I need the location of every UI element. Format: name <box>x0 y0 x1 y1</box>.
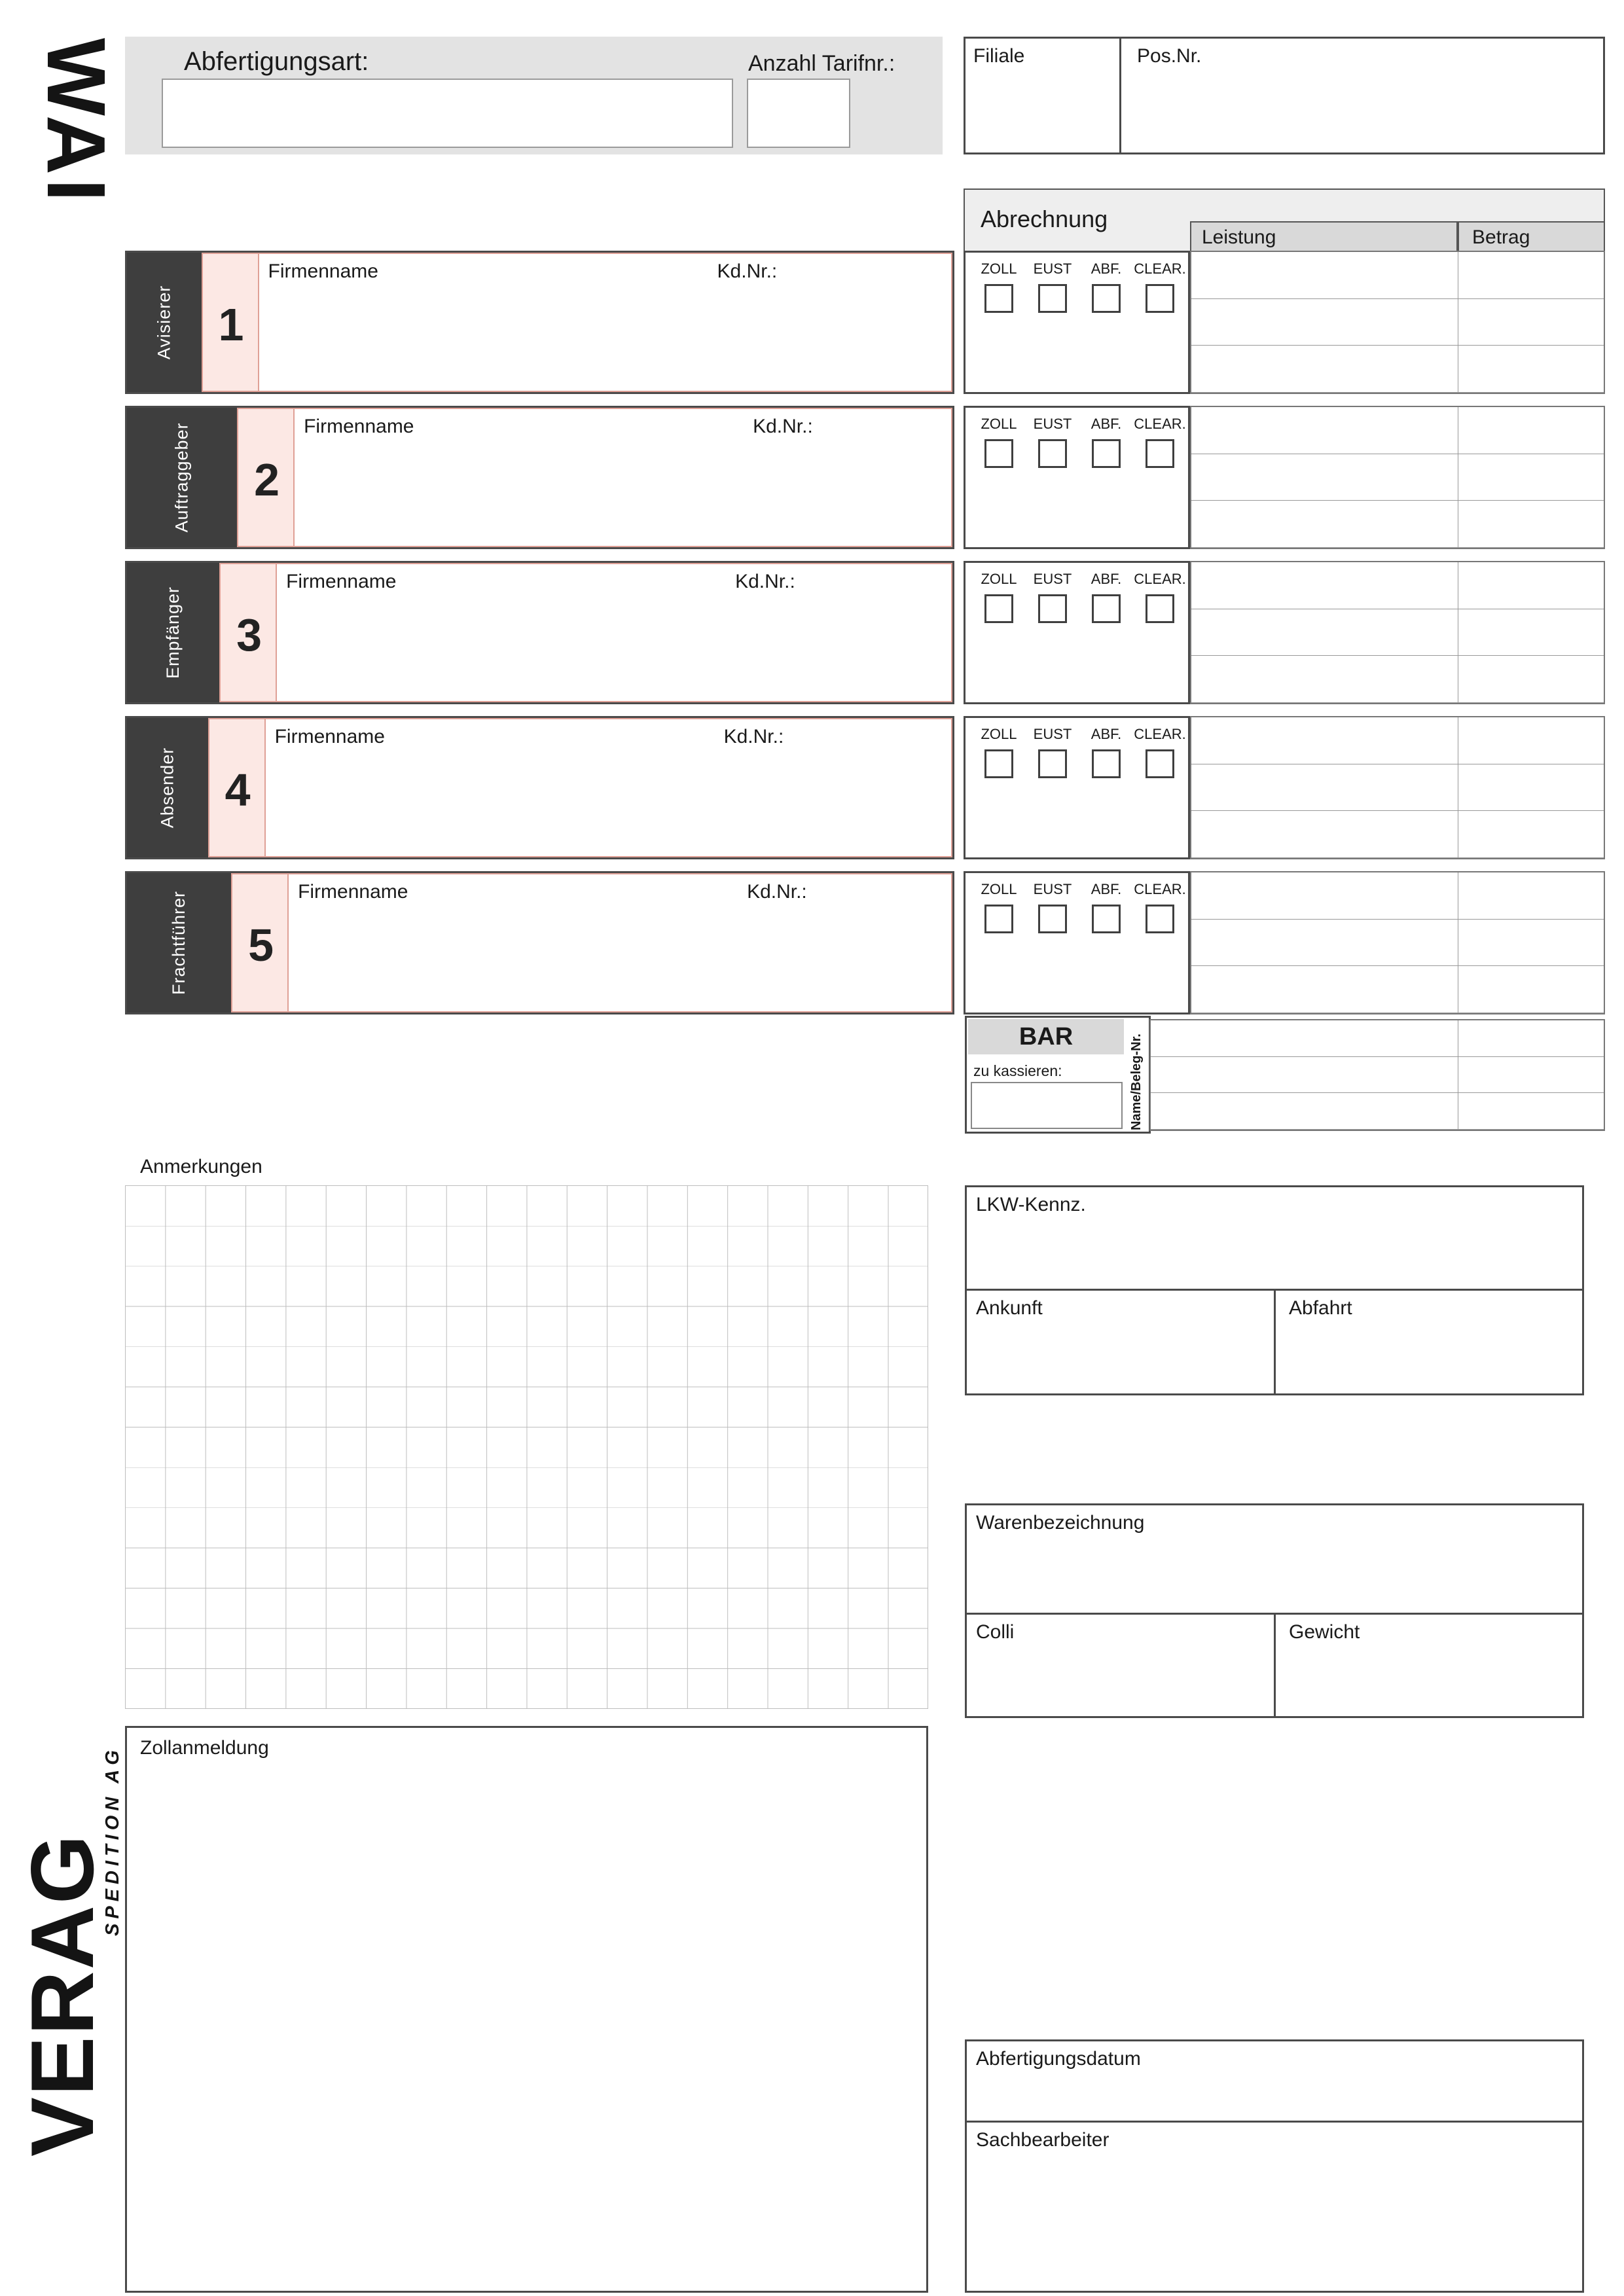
gewicht-field[interactable] <box>1276 1615 1582 1716</box>
firmenname-field[interactable] <box>266 719 951 856</box>
firmenname-label: Firmenname <box>286 571 397 592</box>
checkbox-abf[interactable] <box>1092 284 1121 313</box>
checkbox-col-abf <box>1085 726 1128 857</box>
abrechnung-segment <box>1190 406 1605 549</box>
checkbox-abf[interactable] <box>1092 749 1121 778</box>
checkbox-abf[interactable] <box>1092 439 1121 468</box>
checkbox-col-eust <box>1031 260 1074 392</box>
checkbox-zoll[interactable] <box>984 749 1013 778</box>
leistung-betrag-row[interactable] <box>1191 872 1604 920</box>
checkbox-col-eust <box>1031 416 1074 547</box>
firmenname-field[interactable] <box>277 564 951 701</box>
zu-kassieren-label: zu kassieren: <box>973 1062 1062 1079</box>
checkbox-eust[interactable] <box>1038 594 1067 623</box>
zoll-label: ZOLL <box>981 260 1017 277</box>
abfertigung-header <box>125 37 943 154</box>
zoll-label: ZOLL <box>981 416 1017 432</box>
leistung-betrag-row[interactable] <box>1191 609 1604 656</box>
colli-field[interactable] <box>967 1615 1276 1716</box>
checkbox-clear[interactable] <box>1146 284 1174 313</box>
checkbox-clear[interactable] <box>1146 594 1174 623</box>
checkbox-eust[interactable] <box>1038 439 1067 468</box>
lkw-box <box>965 1185 1584 1395</box>
party-box <box>125 561 954 704</box>
kdnr-label: Kd.Nr.: <box>717 260 778 282</box>
abf-label: ABF. <box>1091 571 1122 587</box>
firmenname-field[interactable] <box>259 254 951 391</box>
party-box <box>125 251 954 394</box>
party-row-absender <box>125 716 1611 859</box>
checkbox-col-clear <box>1134 260 1186 392</box>
bar-abrechnung-segment <box>1149 1019 1605 1131</box>
checkbox-zoll[interactable] <box>984 439 1013 468</box>
leistung-betrag-row[interactable] <box>1191 656 1604 703</box>
warenbezeichnung-field[interactable] <box>967 1505 1582 1615</box>
anmerkungen-grid[interactable] <box>125 1185 928 1709</box>
checkbox-col-eust <box>1031 726 1074 857</box>
leistung-betrag-row[interactable] <box>1191 346 1604 393</box>
checkbox-zoll[interactable] <box>984 284 1013 313</box>
anmerkungen-label: Anmerkungen <box>140 1156 262 1177</box>
checkbox-zoll[interactable] <box>984 905 1013 933</box>
abfertigungsart-input[interactable] <box>162 79 733 148</box>
gewicht-label: Gewicht <box>1289 1621 1360 1643</box>
role-label: Absender <box>157 747 177 829</box>
eust-label: EUST <box>1033 881 1072 897</box>
role-bar <box>127 563 219 702</box>
checkbox-col-abf <box>1085 881 1128 1013</box>
sachbearbeiter-field[interactable] <box>967 2123 1582 2291</box>
bar-box <box>965 1016 1151 1134</box>
party-box <box>125 716 954 859</box>
party-row-empfaenger <box>125 561 1611 704</box>
brand-verag: VERAG <box>12 1833 112 2157</box>
firmenname-label: Firmenname <box>274 726 385 747</box>
checkbox-col-abf <box>1085 260 1128 392</box>
ankunft-label: Ankunft <box>976 1297 1043 1319</box>
eust-label: EUST <box>1033 726 1072 742</box>
role-bar <box>127 873 231 1013</box>
checkbox-col-clear <box>1134 726 1186 857</box>
party-inner <box>208 718 952 857</box>
zollanmeldung-field[interactable] <box>125 1726 928 2293</box>
eust-label: EUST <box>1033 260 1072 277</box>
checkbox-eust[interactable] <box>1038 284 1067 313</box>
leistung-column-header: Leistung <box>1190 221 1458 252</box>
role-label: Auftraggeber <box>171 422 192 533</box>
firmenname-label: Firmenname <box>298 881 408 903</box>
party-box <box>125 871 954 1014</box>
checkbox-col-eust <box>1031 881 1074 1013</box>
checkbox-col-abf <box>1085 416 1128 547</box>
leistung-betrag-row[interactable] <box>1151 1057 1604 1094</box>
clear-label: CLEAR. <box>1134 416 1186 432</box>
abf-label: ABF. <box>1091 416 1122 432</box>
abf-label: ABF. <box>1091 726 1122 742</box>
checkbox-col-clear <box>1134 416 1186 547</box>
leistung-betrag-row[interactable] <box>1191 252 1604 299</box>
checkbox-abf[interactable] <box>1092 594 1121 623</box>
role-label: Empfänger <box>163 586 183 679</box>
kdnr-label: Kd.Nr.: <box>723 726 784 747</box>
checkbox-col-eust <box>1031 571 1074 702</box>
abrechnung-title: Abrechnung <box>981 206 1108 232</box>
leistung-betrag-row[interactable] <box>1191 501 1604 548</box>
leistung-betrag-row[interactable] <box>1191 454 1604 501</box>
checkbox-col-zoll <box>977 416 1020 547</box>
party-box <box>125 406 954 549</box>
party-row-auftraggeber <box>125 406 1611 549</box>
kdnr-label: Kd.Nr.: <box>753 416 813 437</box>
abrechnung-segment <box>1190 871 1605 1014</box>
leistung-betrag-row[interactable] <box>1191 299 1604 346</box>
leistung-betrag-row[interactable] <box>1191 764 1604 812</box>
checkbox-group <box>964 561 1190 704</box>
zu-kassieren-field[interactable] <box>971 1082 1123 1129</box>
role-label: Avisierer <box>154 285 174 360</box>
party-row-frachtfuehrer <box>125 871 1611 1014</box>
party-row-avisierer <box>125 251 1611 394</box>
name-beleg-label: Name/Beleg-Nr. <box>1129 1033 1144 1130</box>
role-bar <box>127 718 208 857</box>
abfahrt-label: Abfahrt <box>1289 1297 1352 1319</box>
party-inner <box>237 408 952 547</box>
brand-wai: WAI <box>30 38 122 206</box>
filiale-label: Filiale <box>973 45 1025 67</box>
checkbox-clear[interactable] <box>1146 749 1174 778</box>
leistung-betrag-row[interactable] <box>1191 407 1604 454</box>
firmenname-field[interactable] <box>295 409 951 546</box>
leistung-betrag-row[interactable] <box>1151 1093 1604 1130</box>
firmenname-label: Firmenname <box>268 260 378 282</box>
warenbezeichnung-label: Warenbezeichnung <box>976 1512 1145 1534</box>
leistung-betrag-row[interactable] <box>1151 1020 1604 1057</box>
party-number: 4 <box>209 719 266 856</box>
checkbox-group <box>964 716 1190 859</box>
abf-label: ABF. <box>1091 260 1122 277</box>
party-inner <box>231 873 952 1013</box>
brand-spedition-ag: SPEDITION AG <box>102 1746 123 1936</box>
clear-label: CLEAR. <box>1134 726 1186 742</box>
eust-label: EUST <box>1033 571 1072 587</box>
lkw-kennz-field[interactable] <box>967 1187 1582 1291</box>
checkbox-col-abf <box>1085 571 1128 702</box>
abfahrt-field[interactable] <box>1276 1291 1582 1393</box>
party-number: 5 <box>232 874 289 1011</box>
zollanmeldung-label: Zollanmeldung <box>140 1737 269 1759</box>
clear-label: CLEAR. <box>1134 571 1186 587</box>
abf-label: ABF. <box>1091 881 1122 897</box>
leistung-betrag-row[interactable] <box>1191 966 1604 1013</box>
firmenname-label: Firmenname <box>304 416 414 437</box>
party-inner <box>202 253 952 392</box>
abfertigungsdatum-label: Abfertigungsdatum <box>976 2048 1141 2070</box>
firmenname-field[interactable] <box>289 874 951 1011</box>
clear-label: CLEAR. <box>1134 260 1186 277</box>
clear-label: CLEAR. <box>1134 881 1186 897</box>
leistung-betrag-row[interactable] <box>1191 562 1604 609</box>
role-bar <box>127 253 202 392</box>
checkbox-eust[interactable] <box>1038 905 1067 933</box>
abrechnung-segment <box>1190 251 1605 394</box>
party-number: 1 <box>203 254 259 391</box>
role-bar <box>127 408 237 547</box>
checkbox-group <box>964 406 1190 549</box>
party-inner <box>219 563 952 702</box>
abfertigung-box <box>965 2039 1584 2293</box>
leistung-betrag-row[interactable] <box>1191 811 1604 858</box>
sachbearbeiter-label: Sachbearbeiter <box>976 2129 1110 2151</box>
checkbox-group <box>964 251 1190 394</box>
eust-label: EUST <box>1033 416 1072 432</box>
ankunft-field[interactable] <box>967 1291 1276 1393</box>
checkbox-col-zoll <box>977 571 1020 702</box>
kdnr-label: Kd.Nr.: <box>735 571 795 592</box>
checkbox-clear[interactable] <box>1146 905 1174 933</box>
leistung-betrag-row[interactable] <box>1191 717 1604 764</box>
checkbox-clear[interactable] <box>1146 439 1174 468</box>
kdnr-label: Kd.Nr.: <box>747 881 807 903</box>
role-label: Frachtführer <box>169 890 189 996</box>
betrag-column-header: Betrag <box>1458 221 1605 252</box>
leistung-betrag-row[interactable] <box>1191 920 1604 967</box>
checkbox-col-zoll <box>977 260 1020 392</box>
colli-label: Colli <box>976 1621 1015 1643</box>
zoll-label: ZOLL <box>981 571 1017 587</box>
checkbox-col-zoll <box>977 881 1020 1013</box>
checkbox-group <box>964 871 1190 1014</box>
filiale-posnr-box <box>964 37 1605 154</box>
checkbox-zoll[interactable] <box>984 594 1013 623</box>
abrechnung-segment <box>1190 716 1605 859</box>
waren-box <box>965 1503 1584 1718</box>
checkbox-col-clear <box>1134 881 1186 1013</box>
zoll-label: ZOLL <box>981 726 1017 742</box>
checkbox-eust[interactable] <box>1038 749 1067 778</box>
pos-nr-label: Pos.Nr. <box>1137 45 1202 67</box>
anzahl-tarifnr-input[interactable] <box>747 79 850 148</box>
abrechnung-segment <box>1190 561 1605 704</box>
checkbox-col-clear <box>1134 571 1186 702</box>
bar-title: BAR <box>968 1019 1124 1054</box>
checkbox-abf[interactable] <box>1092 905 1121 933</box>
party-number: 2 <box>238 409 295 546</box>
abfertigungsart-label: Abfertigungsart: <box>184 47 369 76</box>
lkw-kennz-label: LKW-Kennz. <box>976 1194 1086 1215</box>
zoll-label: ZOLL <box>981 881 1017 897</box>
party-number: 3 <box>221 564 277 701</box>
anzahl-tarifnr-label: Anzahl Tarifnr.: <box>748 51 895 76</box>
checkbox-col-zoll <box>977 726 1020 857</box>
abfertigungsdatum-field[interactable] <box>967 2041 1582 2123</box>
